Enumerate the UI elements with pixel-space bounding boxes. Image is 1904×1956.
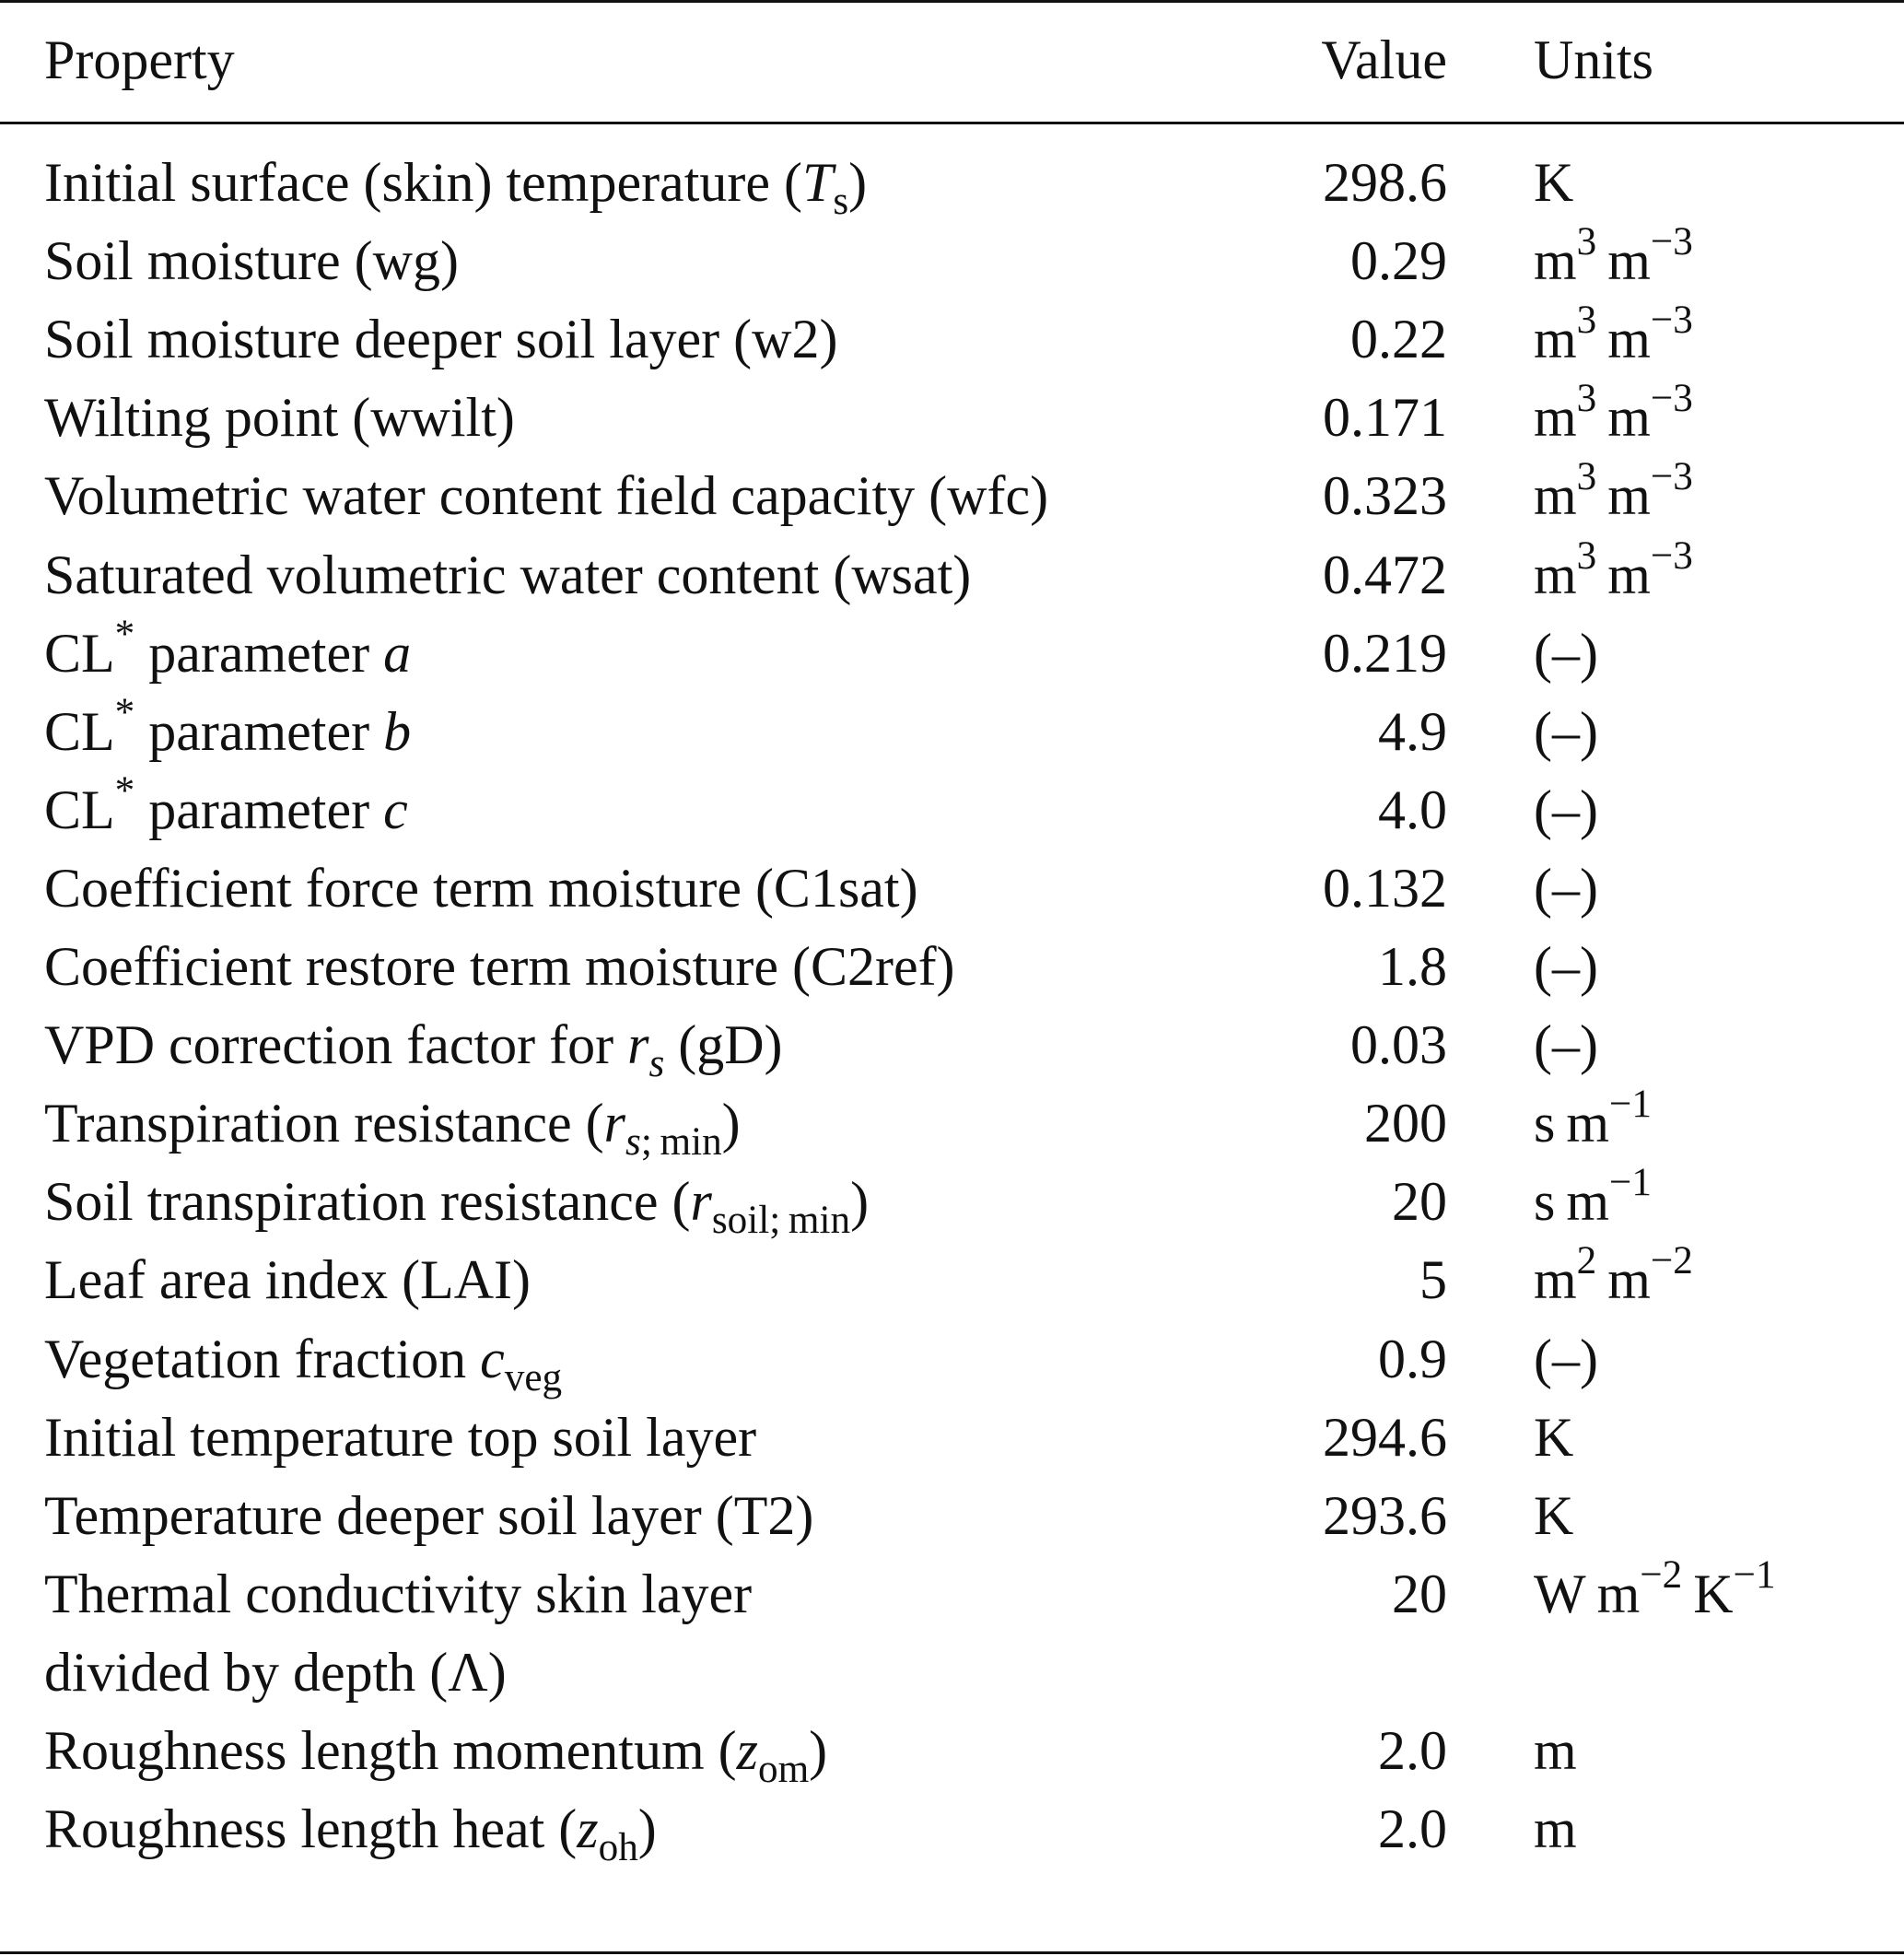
value-cell: 0.219 <box>1323 623 1447 684</box>
value-cell: 4.9 <box>1378 701 1447 762</box>
header-units: Units <box>1534 29 1654 90</box>
units-cell: $m^3$ $m^{-3}$ <box>1534 377 1693 448</box>
value-cell: 5 <box>1419 1249 1447 1310</box>
property-cell: Coefficient force term moisture (C1sat) <box>44 858 918 919</box>
property-cell: Wilting point (wwilt) <box>44 387 515 448</box>
property-cell: Saturated volumetric water content (wsat) <box>44 545 972 605</box>
value-cell: 0.22 <box>1350 309 1447 369</box>
units-cell: $m^3$ $m^{-3}$ <box>1534 220 1693 291</box>
units-cell: $m^3$ $m^{-3}$ <box>1534 534 1693 605</box>
value-cell: 293.6 <box>1323 1485 1447 1546</box>
property-cell: Volumetric water content field capacity (wfc) <box>44 465 1049 526</box>
units-cell: $m^3$ $m^{-3}$ <box>1534 455 1693 526</box>
value-cell: 0.323 <box>1323 465 1447 526</box>
property-cell: Soil moisture deeper soil layer (w2) <box>44 309 838 369</box>
value-cell: 0.171 <box>1323 387 1447 448</box>
units-cell: s $m^{-1}$ <box>1534 1083 1652 1154</box>
property-cell: Coefficient restore term moisture (C2ref) <box>44 936 955 997</box>
units-cell: (–) <box>1534 779 1598 840</box>
units-cell: $m^2$ $m^{-2}$ <box>1534 1239 1693 1310</box>
property-cell: CL* parameter a <box>44 613 412 684</box>
units-cell: m <box>1534 1798 1577 1859</box>
header-value: Value <box>1321 29 1447 90</box>
property-cell: Thermal conductivity skin layer <box>44 1564 753 1624</box>
property-cell: Soil moisture (wg) <box>44 230 459 291</box>
property-cell: Transpiration resistance $(r_{s; min})$ <box>44 1093 741 1164</box>
property-cell: Leaf area index (LAI) <box>44 1249 531 1310</box>
property-cell: CL* parameter c <box>44 769 408 840</box>
property-cell: Soil transpiration resistance $(r_{soil; min})$ <box>44 1171 870 1242</box>
units-cell: (–) <box>1534 701 1598 762</box>
value-cell: 20 <box>1392 1171 1447 1232</box>
value-cell: 200 <box>1364 1093 1447 1154</box>
property-cell: Vegetation fraction $c_{veg}$ <box>44 1329 563 1400</box>
units-cell: (–) <box>1534 1014 1598 1075</box>
value-cell: 2.0 <box>1378 1798 1447 1859</box>
units-cell: K <box>1534 1407 1574 1468</box>
property-cell: CL* parameter b <box>44 691 412 762</box>
units-cell: $m^3$ $m^{-3}$ <box>1534 299 1693 369</box>
units-cell: (–) <box>1534 623 1598 684</box>
units-cell: s $m^{-1}$ <box>1534 1161 1652 1232</box>
value-cell: 298.6 <box>1323 152 1447 213</box>
property-cell: Roughness length heat $(z_{oh})$ <box>44 1798 657 1869</box>
units-cell: K <box>1534 152 1574 213</box>
value-cell: 0.472 <box>1323 545 1447 605</box>
value-cell: 0.29 <box>1350 230 1447 291</box>
value-cell: 1.8 <box>1378 936 1447 997</box>
units-cell: (–) <box>1534 858 1598 919</box>
value-cell: 2.0 <box>1378 1720 1447 1781</box>
table-top-rule <box>0 0 1904 3</box>
units-cell: m <box>1534 1720 1577 1781</box>
table-bottom-rule <box>0 1951 1904 1954</box>
property-cell: Roughness length momentum $(z_{om})$ <box>44 1720 828 1791</box>
table-header-rule <box>0 122 1904 124</box>
value-cell: 0.03 <box>1350 1014 1447 1075</box>
property-cell: Initial surface (skin) temperature $(T_s)$ <box>44 152 868 223</box>
units-cell: W $m^{-2}$ $K^{-1}$ <box>1534 1553 1776 1624</box>
value-cell: 294.6 <box>1323 1407 1447 1468</box>
units-cell: (–) <box>1534 936 1598 997</box>
units-cell: K <box>1534 1485 1574 1546</box>
property-cell: Temperature deeper soil layer (T2) <box>44 1485 814 1546</box>
units-cell: (–) <box>1534 1329 1598 1389</box>
value-cell: 0.132 <box>1323 858 1447 919</box>
value-cell: 0.9 <box>1378 1329 1447 1389</box>
property-cell: divided by depth (Λ) <box>44 1642 507 1703</box>
property-cell: VPD correction factor for $r_s$ (gD) <box>44 1014 783 1085</box>
value-cell: 20 <box>1392 1564 1447 1624</box>
value-cell: 4.0 <box>1378 779 1447 840</box>
property-cell: Initial temperature top soil layer <box>44 1407 757 1468</box>
header-property: Property <box>44 29 235 90</box>
